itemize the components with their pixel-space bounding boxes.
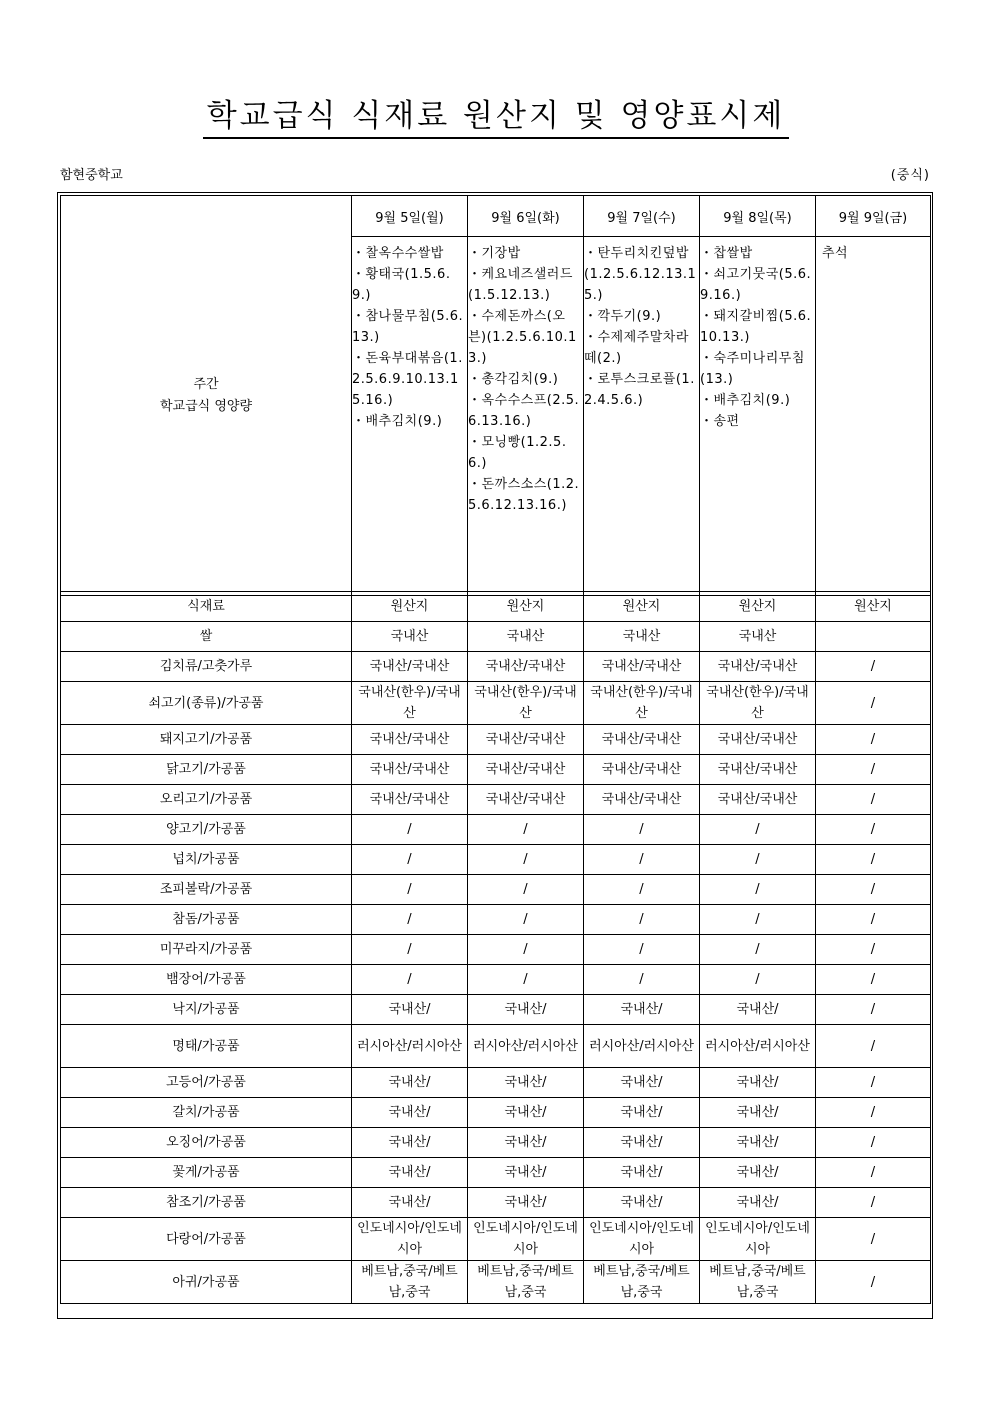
day-header-tue: 9월 6일(화): [468, 196, 584, 237]
ingredient-name: 김치류/고춧가루: [61, 652, 352, 682]
day-header-fri: 9월 9일(금): [816, 196, 931, 237]
origin-cell: 국내산/국내산: [700, 755, 816, 785]
origin-cell: /: [352, 935, 468, 965]
ingredient-name: 닭고기/가공품: [61, 755, 352, 785]
origin-cell: /: [584, 845, 700, 875]
menu-item: ・배추김치(9.): [700, 393, 791, 408]
origin-cell: 국내산/: [468, 1158, 584, 1188]
title-text: 학교급식 식재료 원산지 및 영양표시제: [203, 90, 790, 139]
origin-header: 원산지: [816, 592, 931, 622]
origin-cell: /: [816, 935, 931, 965]
origin-cell: 인도네시아/인도네시아: [700, 1218, 816, 1261]
table-row: [61, 1261, 931, 1304]
origin-cell: 국내산/국내산: [584, 785, 700, 815]
origin-cell: 국내산: [468, 622, 584, 652]
origin-cell: 국내산/국내산: [352, 785, 468, 815]
table-row: [61, 1098, 931, 1128]
ingredient-name: 양고기/가공품: [61, 815, 352, 845]
origin-cell: /: [700, 905, 816, 935]
menu-item: ・로투스크로플(1.2.4.5.6.): [584, 372, 695, 408]
origin-cell: 국내산: [352, 622, 468, 652]
origin-cell: 국내산/: [352, 995, 468, 1025]
table-row: [61, 1218, 931, 1261]
school-name: 함현중학교: [60, 168, 123, 183]
origin-cell: /: [468, 965, 584, 995]
origin-cell: 베트남,중국/베트남,중국: [584, 1261, 700, 1304]
table-row: [61, 935, 931, 965]
origin-cell: /: [816, 755, 931, 785]
menu-cell-wed: [584, 237, 700, 596]
origin-cell: 러시아산/러시아산: [352, 1025, 468, 1068]
origin-cell: 국내산/: [700, 1158, 816, 1188]
menu-cell-tue: [468, 237, 584, 596]
menu-item: ・수제제주말차라떼(2.): [584, 330, 689, 366]
ingredient-name: 미꾸라지/가공품: [61, 935, 352, 965]
origin-cell: 국내산/국내산: [468, 652, 584, 682]
menu-item: ・모닝빵(1.2.5.6.): [468, 435, 567, 471]
origin-cell: 국내산/: [352, 1158, 468, 1188]
origin-cell: 국내산/: [468, 1098, 584, 1128]
origin-cell: 국내산/국내산: [468, 785, 584, 815]
ingredient-name: 참조기/가공품: [61, 1188, 352, 1218]
table-row: [61, 622, 931, 652]
origin-cell: 국내산/: [700, 1068, 816, 1098]
origin-header: 원산지: [700, 592, 816, 622]
origin-cell: /: [468, 815, 584, 845]
ingredient-name: 낙지/가공품: [61, 995, 352, 1025]
menu-item: ・돈까스소스(1.2.5.6.12.13.16.): [468, 477, 580, 513]
origin-cell: /: [584, 875, 700, 905]
table-row: [61, 965, 931, 995]
ingredient-name: 갈치/가공품: [61, 1098, 352, 1128]
ingredient-name: 쌀: [61, 622, 352, 652]
origin-cell: 인도네시아/인도네시아: [468, 1218, 584, 1261]
origin-cell: /: [584, 905, 700, 935]
origin-cell: 국내산/: [584, 1128, 700, 1158]
origin-cell: 국내산/: [584, 1158, 700, 1188]
meal-type: (중식): [890, 168, 930, 183]
ingredient-name: 명태/가공품: [61, 1025, 352, 1068]
nutrition-label-line1: 주간: [193, 376, 219, 392]
ingredient-name: 오징어/가공품: [61, 1128, 352, 1158]
origin-cell: /: [816, 1025, 931, 1068]
table-row: [61, 1158, 931, 1188]
menu-item: ・케요네즈샐러드(1.5.12.13.): [468, 267, 573, 303]
origin-cell: /: [816, 1068, 931, 1098]
origin-cell: /: [352, 845, 468, 875]
origin-cell: 국내산/: [352, 1188, 468, 1218]
origin-cell: /: [352, 815, 468, 845]
origin-cell: /: [816, 1128, 931, 1158]
origin-cell: 국내산/국내산: [352, 725, 468, 755]
day-header-thu: 9월 8일(목): [700, 196, 816, 237]
ingredient-name: 고등어/가공품: [61, 1068, 352, 1098]
origin-cell: /: [816, 995, 931, 1025]
origin-cell: 국내산/: [700, 995, 816, 1025]
ingredient-name: 넙치/가공품: [61, 845, 352, 875]
origin-cell: 러시아산/러시아산: [584, 1025, 700, 1068]
origin-cell: 국내산/: [352, 1128, 468, 1158]
origin-cell: 국내산/: [468, 1188, 584, 1218]
origin-cell: 러시아산/러시아산: [700, 1025, 816, 1068]
table-row: [61, 1128, 931, 1158]
origin-cell: 국내산/국내산: [352, 755, 468, 785]
ingredient-name: 뱀장어/가공품: [61, 965, 352, 995]
menu-item: ・탄두리치킨덮밥(1.2.5.6.12.13.15.): [584, 246, 697, 303]
origin-cell: /: [816, 1098, 931, 1128]
menu-item: ・기장밥: [468, 246, 521, 261]
menu-item: ・수제돈까스(오븐)(1.2.5.6.10.13.): [468, 309, 577, 366]
table-row: [61, 725, 931, 755]
ingredient-name: 꽃게/가공품: [61, 1158, 352, 1188]
origin-cell: 국내산/국내산: [352, 652, 468, 682]
menu-item: 추석: [822, 246, 849, 261]
origin-cell: 국내산/: [468, 1128, 584, 1158]
origin-cell: 국내산/국내산: [584, 755, 700, 785]
origin-cell: /: [468, 935, 584, 965]
weekly-menu-table: [60, 195, 931, 596]
menu-item: ・돼지갈비찜(5.6.10.13.): [700, 309, 812, 345]
menu-item: ・돈육부대볶음(1.2.5.6.9.10.13.15.16.): [352, 351, 463, 408]
table-row: [61, 845, 931, 875]
ingredient-name: 아귀/가공품: [61, 1261, 352, 1304]
menu-item: ・숙주미나리무침(13.): [700, 351, 805, 387]
ingredient-name: 참돔/가공품: [61, 905, 352, 935]
origin-cell: 국내산: [700, 622, 816, 652]
table-row: [61, 815, 931, 845]
origin-cell: 국내산/국내산: [584, 652, 700, 682]
table-row: [61, 1025, 931, 1068]
menu-item: ・참나물무침(5.6.13.): [352, 309, 464, 345]
origin-cell: 국내산/국내산: [700, 652, 816, 682]
origin-cell: /: [468, 875, 584, 905]
origin-cell: /: [816, 965, 931, 995]
origin-cell: 국내산/국내산: [584, 725, 700, 755]
menu-cell-mon: [352, 237, 468, 596]
menu-item: ・찰옥수수쌀밥: [352, 246, 444, 261]
origin-cell: /: [816, 815, 931, 845]
origin-cell: /: [584, 965, 700, 995]
origin-cell: /: [816, 1218, 931, 1261]
origin-cell: /: [468, 845, 584, 875]
origin-cell: /: [584, 815, 700, 845]
origin-cell: 국내산/: [468, 995, 584, 1025]
origin-cell: 국내산/: [468, 1068, 584, 1098]
origin-cell: 국내산/: [352, 1068, 468, 1098]
origin-cell: 국내산: [584, 622, 700, 652]
menu-item: ・쇠고기뭇국(5.6.9.16.): [700, 267, 812, 303]
origin-cell: /: [700, 845, 816, 875]
origin-cell: 국내산/국내산: [700, 785, 816, 815]
origin-cell: /: [352, 965, 468, 995]
menu-cell-fri: [816, 237, 931, 596]
origin-cell: /: [816, 682, 931, 725]
origin-cell: /: [816, 725, 931, 755]
origin-cell: /: [700, 935, 816, 965]
origin-cell: /: [816, 652, 931, 682]
ingredient-name: 쇠고기(종류)/가공품: [61, 682, 352, 725]
menu-item: ・배추김치(9.): [352, 414, 443, 429]
origin-cell: /: [816, 875, 931, 905]
day-header-wed: 9월 7일(수): [584, 196, 700, 237]
origin-cell: 국내산(한우)/국내산: [584, 682, 700, 725]
table-row: [61, 1188, 931, 1218]
table-row: [61, 682, 931, 725]
origin-cell: /: [700, 965, 816, 995]
origin-cell: 러시아산/러시아산: [468, 1025, 584, 1068]
origin-body: [61, 622, 931, 1304]
origin-header-row: [61, 592, 931, 622]
origin-cell: 베트남,중국/베트남,중국: [468, 1261, 584, 1304]
origin-cell: 인도네시아/인도네시아: [584, 1218, 700, 1261]
table-row: [61, 1068, 931, 1098]
table-row: [61, 652, 931, 682]
origin-cell: /: [816, 905, 931, 935]
menu-item: ・찹쌀밥: [700, 246, 753, 261]
origin-cell: /: [700, 875, 816, 905]
origin-cell: 국내산(한우)/국내산: [700, 682, 816, 725]
menu-item: ・송편: [700, 414, 740, 429]
day-header-mon: 9월 5일(월): [352, 196, 468, 237]
origin-cell: 국내산/: [352, 1098, 468, 1128]
origin-header: 원산지: [584, 592, 700, 622]
origin-cell: /: [700, 815, 816, 845]
origin-cell: 인도네시아/인도네시아: [352, 1218, 468, 1261]
ingredient-name: 조피볼락/가공품: [61, 875, 352, 905]
origin-cell: 국내산/국내산: [700, 725, 816, 755]
ingredient-name: 오리고기/가공품: [61, 785, 352, 815]
origin-cell: /: [468, 905, 584, 935]
menu-item: ・옥수수스프(2.5.6.13.16.): [468, 393, 580, 429]
origin-cell: 베트남,중국/베트남,중국: [700, 1261, 816, 1304]
origin-cell: 국내산(한우)/국내산: [352, 682, 468, 725]
menu-item: ・황태국(1.5.6.9.): [352, 267, 451, 303]
nutrition-label-cell: [61, 196, 352, 596]
document-title: [0, 90, 992, 139]
table-row: [61, 755, 931, 785]
ingredient-name: 다랑어/가공품: [61, 1218, 352, 1261]
origin-cell: /: [816, 785, 931, 815]
origin-cell: 국내산/: [700, 1098, 816, 1128]
origin-header: 원산지: [468, 592, 584, 622]
table-row: [61, 875, 931, 905]
ingredient-name: 돼지고기/가공품: [61, 725, 352, 755]
origin-cell: 베트남,중국/베트남,중국: [352, 1261, 468, 1304]
origin-cell: 국내산/: [700, 1128, 816, 1158]
origin-cell: 국내산/: [584, 1068, 700, 1098]
origin-cell: /: [816, 1261, 931, 1304]
menu-item: ・총각김치(9.): [468, 372, 559, 387]
origin-cell: /: [584, 935, 700, 965]
menu-cell-thu: [700, 237, 816, 596]
table-row: [61, 905, 931, 935]
origin-cell: /: [352, 905, 468, 935]
origin-cell: 국내산/: [584, 1188, 700, 1218]
origin-cell: [816, 622, 931, 652]
origin-cell: 국내산/: [584, 1098, 700, 1128]
origin-cell: /: [816, 845, 931, 875]
origin-cell: 국내산/: [700, 1188, 816, 1218]
table-row: [61, 995, 931, 1025]
nutrition-label-line2: 학교급식 영양량: [159, 398, 253, 414]
origin-cell: 국내산(한우)/국내산: [468, 682, 584, 725]
origin-cell: 국내산/국내산: [468, 755, 584, 785]
origin-cell: /: [816, 1188, 931, 1218]
origin-header: 원산지: [352, 592, 468, 622]
origin-cell: /: [352, 875, 468, 905]
origin-cell: /: [816, 1158, 931, 1188]
menu-item: ・깍두기(9.): [584, 309, 662, 324]
origin-cell: 국내산/: [584, 995, 700, 1025]
table-row: [61, 785, 931, 815]
ingredient-header: 식재료: [61, 592, 352, 622]
origin-cell: 국내산/국내산: [468, 725, 584, 755]
origin-table: [60, 591, 931, 1304]
